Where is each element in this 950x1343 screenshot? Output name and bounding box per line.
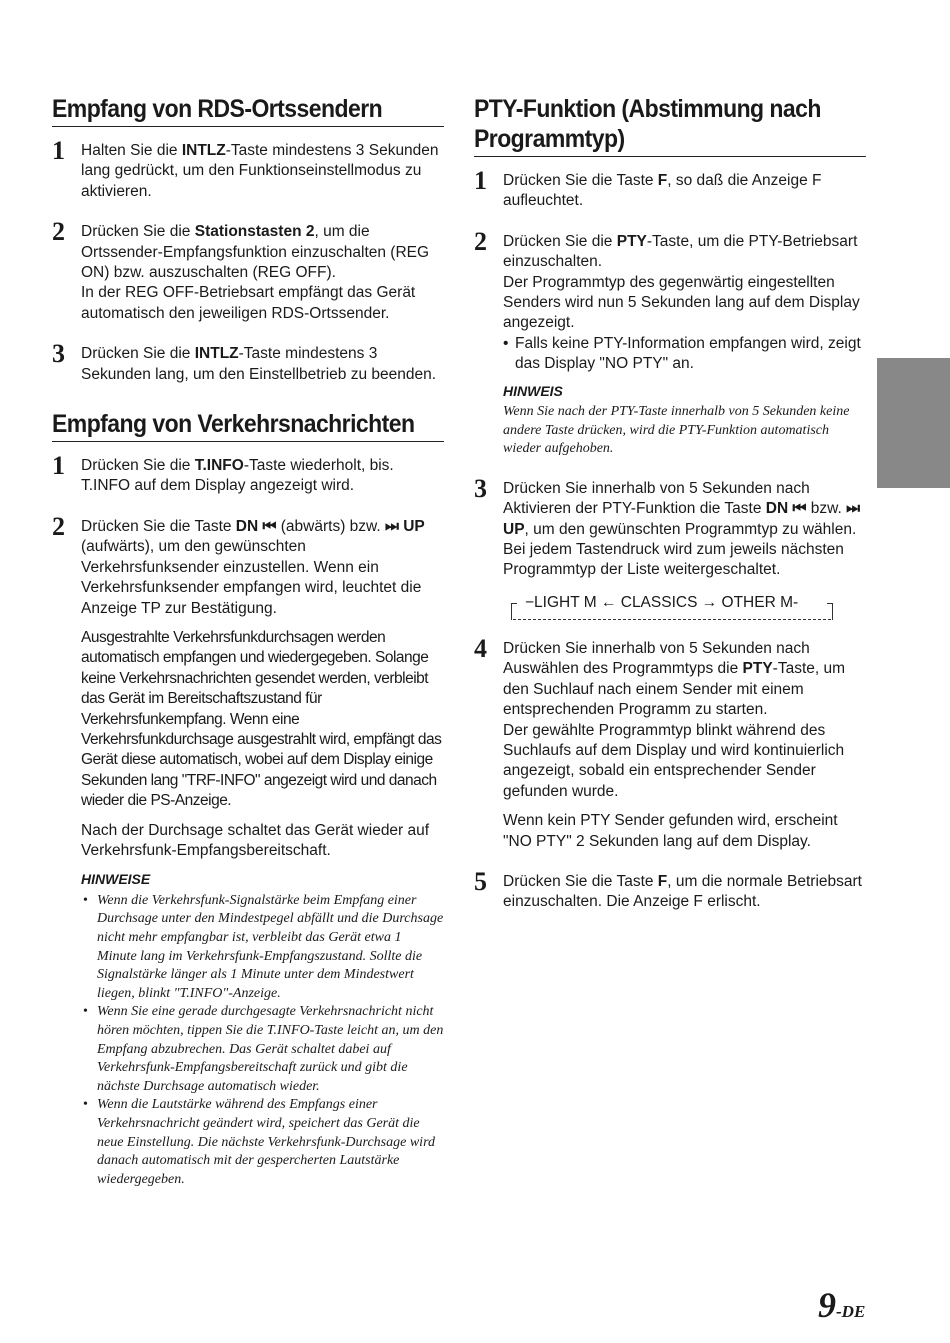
key-name: PTY <box>616 232 647 250</box>
pty-sequence-text: −LIGHT M ← CLASSICS → OTHER M- <box>525 593 799 611</box>
step-text: , um die normale Betriebsart einzuschalten. Die Anzeige F erlischt. <box>503 872 862 911</box>
step-1 <box>52 136 444 202</box>
step-number: 5 <box>474 866 487 896</box>
bullet-note: • Falls keine PTY-Information empfangen wird, zeigt das Display "NO PTY" an. <box>503 334 866 375</box>
step-text: Drücken Sie die <box>81 345 195 363</box>
right-column <box>474 94 866 913</box>
step-paragraph: Nach der Durchsage schaltet das Gerät wieder auf Verkehrsfunk-Empfangsbereitschaft. <box>81 821 430 859</box>
step-text: -Taste wiederholt, bis. T.INFO auf dem Display angezeigt wird. <box>81 457 394 495</box>
page-number-suffix: -DE <box>836 1302 866 1321</box>
left-column <box>52 94 444 1189</box>
step-text: Drücken Sie die Taste <box>81 517 236 535</box>
section-title-pty: PTY-Funktion (Abstimmung nach Programmtyp) <box>474 94 866 157</box>
hints-title: HINWEISE <box>81 871 151 888</box>
key-name: T.INFO <box>194 457 244 475</box>
step-number: 3 <box>52 339 65 369</box>
section-title-rds-local: Empfang von RDS-Ortssendern <box>52 94 444 127</box>
page-number <box>818 1284 865 1326</box>
key-name: DN ⏮ <box>235 517 277 535</box>
key-name: PTY <box>742 660 773 678</box>
step-text: -Taste mindestens 3 Sekunden lang, um den Einstellbetrieb zu beenden. <box>81 345 437 383</box>
hints-list <box>81 892 444 1190</box>
step-text: bzw. <box>806 500 847 518</box>
section-title-traffic: Empfang von Verkehrsnachrichten <box>52 409 444 442</box>
step-paragraph: Wenn kein PTY Sender gefunden wird, erscheint "NO PTY" 2 Sekunden lang auf dem Display. <box>503 812 838 850</box>
key-name: INTLZ <box>194 345 239 363</box>
step-text: -Taste, um die PTY-Betriebsart einzuschalten. <box>503 232 858 271</box>
step-text: Drücken Sie die <box>81 223 195 241</box>
key-name: ⏭ UP <box>503 500 861 538</box>
step-paragraph: Ausgestrahlte Verkehrsfunkdurchsagen werden automatisch empfangen und wiedergegeben. Solange keine Verkehrsnachrichten gesendet werden, verbleibt das Gerät im Bereitschaftszustand für Verkehrsfunkempfang. Wenn eine Verkehrsfunkdurchsage ausgestrahlt wird, empfängt das Gerät diese automatisch, wobei auf dem Display einige Sekunden lang "TRF-INFO" angezeigt wird und danach wieder die PS-Anzeige. <box>81 628 442 810</box>
step-text: Drücken Sie innerhalb von 5 Sekunden nach Aktivieren der PTY-Funktion die Taste <box>503 479 810 518</box>
step-number: 1 <box>52 136 65 165</box>
step-text: Drücken Sie die Taste <box>503 172 658 189</box>
step-note: Der Programmtyp des gegenwärtig eingestellten Senders wird nun 5 Sekunden lang auf dem Display angezeigt. <box>503 273 860 332</box>
step-text: Drücken Sie die Taste <box>503 872 658 890</box>
step-text: (abwärts) bzw. <box>276 517 385 535</box>
key-name: INTLZ <box>181 142 226 159</box>
step-number: 2 <box>52 217 65 247</box>
step-2 <box>52 217 444 324</box>
hint-title: HINWEIS <box>503 382 563 399</box>
step-number: 1 <box>52 451 65 481</box>
hint-item: • Wenn Sie eine gerade durchgesagte Verkehrsnachricht nicht hören möchten, tippen Sie die T.INFO-Taste leicht an, um den Empfang abzubrechen. Das Gerät schaltet dabei auf Verkehrsfunk-Empfangsbereitschaft zurück und gibt die nächste Durchsage automatisch wieder. <box>81 1003 444 1096</box>
hint-text: Wenn Sie nach der PTY-Taste innerhalb von 5 Sekunden keine andere Taste drücken, wird die PTY-Funktion automatisch wieder aufgehoben. <box>503 404 850 457</box>
key-name: F <box>657 172 668 189</box>
key-name: ⏭ UP <box>384 517 425 535</box>
step-text: , um den gewünschten Programmtyp zu wählen. Bei jedem Tastendruck wird zum jeweils nächsten Programmtyp der Liste weitergeschaltet. <box>503 520 857 579</box>
hint-item: • Wenn die Lautstärke während des Empfangs einer Verkehrsnachricht geändert wird, speichert das Gerät die neue Einstellung. Die nächste Verkehrsfunk-Durchsage wird danach automatisch mit der gespercherten Lautstärke wiedergegeben. <box>81 1096 444 1189</box>
step-number: 1 <box>474 166 487 195</box>
step-4 <box>474 633 866 852</box>
step-3 <box>474 473 866 619</box>
step-text: , so daß die Anzeige F aufleuchtet. <box>503 172 822 210</box>
key-name: F <box>657 872 668 890</box>
step-3 <box>52 339 444 385</box>
step-1 <box>474 166 866 212</box>
step-text: , um die Ortssender-Empfangsfunktion einzuschalten (REG ON) bzw. auszuschalten (REG OFF). <box>81 223 430 282</box>
step-number: 3 <box>474 473 487 503</box>
step-text: (aufwärts), um den gewünschten Verkehrsfunksender einzustellen. Wenn ein Verkehrsfunksender empfangen wird, leuchtet die Anzeige TP zur Bestätigung. <box>81 538 422 617</box>
key-name: Stationstasten 2 <box>194 223 315 241</box>
step-2 <box>52 511 444 1189</box>
step-number: 2 <box>474 226 487 256</box>
hint-item: • Wenn die Verkehrsfunk-Signalstärke beim Empfang einer Durchsage unter den Mindestpegel abfällt und die Durchsage nicht mehr empfangbar ist, verbleibt das Gerät etwa 1 Minute lang im Verkehrsfunk-Empfangszustand. Sollte die Signalstärke länger als 1 Minute unter dem Mindestwert liegen, blinkt "T.INFO"-Anzeige. <box>81 892 444 1004</box>
step-text: Drücken Sie innerhalb von 5 Sekunden nach Auswählen des Programmtyps die <box>503 639 810 678</box>
page-number-value: 9 <box>818 1285 836 1325</box>
step-2 <box>474 226 866 459</box>
step-text: Drücken Sie die <box>81 457 195 475</box>
step-text: -Taste mindestens 3 Sekunden lang gedrückt, um den Funktionseinstellmodus zu aktivieren. <box>81 142 439 200</box>
step-note: In der REG OFF-Betriebsart empfängt das Gerät automatisch den jeweiligen RDS-Ortssender. <box>81 284 416 322</box>
step-5 <box>474 866 866 913</box>
pty-sequence-diagram <box>509 593 835 619</box>
step-text: Drücken Sie die <box>503 232 617 250</box>
key-name: DN ⏮ <box>765 500 807 518</box>
step-1 <box>52 451 444 497</box>
section-tab-marker <box>877 358 950 488</box>
step-note: Der gewählte Programmtyp blinkt während des Suchlaufs auf dem Display und wird kontinuierlich angezeigt, sobald ein entsprechender Sender gefunden wurde. <box>503 721 845 800</box>
step-text: Halten Sie die <box>81 142 182 159</box>
step-number: 2 <box>52 511 65 541</box>
step-number: 4 <box>474 633 487 663</box>
step-text: -Taste, um den Suchlauf nach einem Sender mit einem entsprechenden Programm zu starten. <box>503 660 846 719</box>
